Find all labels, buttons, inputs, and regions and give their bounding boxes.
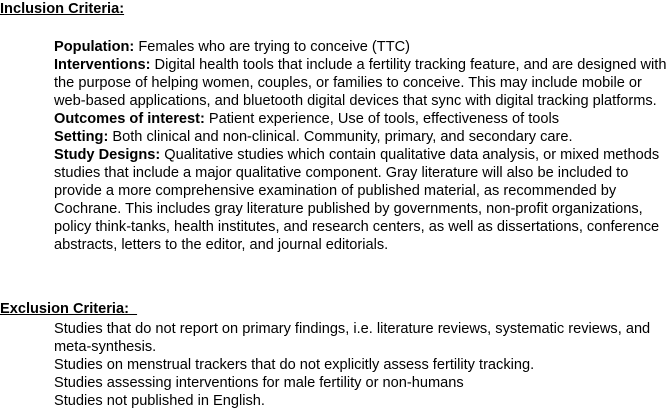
criterion-label: Outcomes of interest: [54, 111, 205, 127]
exclusion-item: Studies assessing interventions for male fertility or non-humans [54, 375, 464, 391]
criterion-label: Interventions: [54, 57, 151, 73]
criterion-text: Digital health tools that include a fertility tracking feature, and are designed with the purpose of helping women, couples, or families to conceive. This may include mobile or web-based applications, and bluetooth digital devices that sync with digital tracking platforms. [54, 57, 667, 109]
exclusion-item: Studies not published in English. [54, 393, 265, 409]
exclusion-item: Studies that do not report on primary findings, i.e. literature reviews, systematic reviews, and meta-synthesis. [54, 321, 651, 355]
criterion-population [54, 38, 669, 56]
criterion-study-designs [54, 146, 669, 254]
criterion-label: Study Designs: [54, 147, 161, 163]
criterion-setting [54, 128, 669, 146]
exclusion-criteria-heading: Exclusion Criteria: [0, 301, 138, 317]
inclusion-criteria-list [54, 38, 669, 254]
exclusion-criteria-list [54, 320, 669, 410]
exclusion-item: Studies on menstrual trackers that do not explicitly assess fertility tracking. [54, 357, 535, 373]
criterion-outcomes [54, 110, 669, 128]
criterion-label: Population: [54, 39, 135, 55]
criterion-label: Setting: [54, 129, 109, 145]
criterion-text: Patient experience, Use of tools, effectiveness of tools [204, 111, 560, 127]
criterion-text: Both clinical and non-clinical. Community, primary, and secondary care. [108, 129, 573, 145]
inclusion-criteria-heading: Inclusion Criteria: [0, 1, 125, 17]
criterion-text: Qualitative studies which contain qualitative data analysis, or mixed methods studies that include a major qualitative component. Gray literature will also be included to provide a more comprehensive examination of published material, as recommended by Cochrane. This includes gray literature published by governments, non-profit organizations, policy think-tanks, health institutes, and research centers, as well as dissertations, conference abstracts, letters to the editor, and journal editorials. [54, 147, 660, 253]
criterion-text: Females who are trying to conceive (TTC) [134, 39, 411, 55]
criterion-interventions [54, 56, 669, 110]
